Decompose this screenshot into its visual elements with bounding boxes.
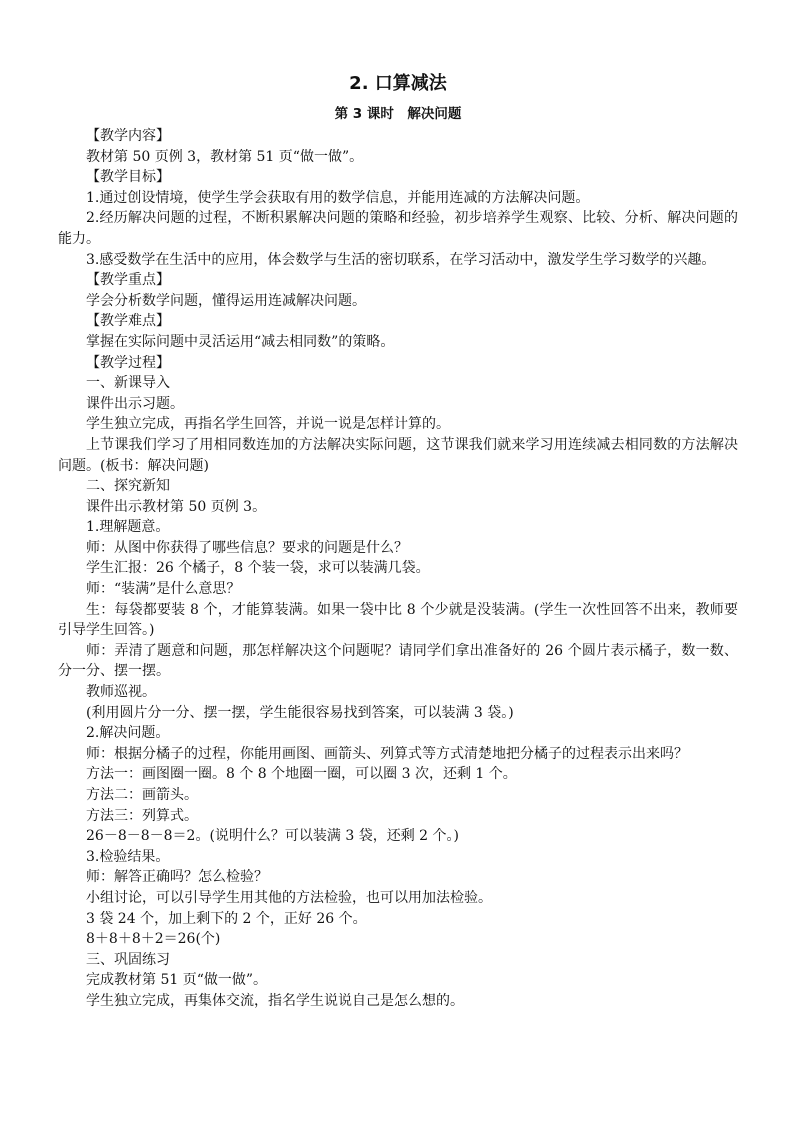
- paragraph: 课件出示习题。: [86, 395, 184, 412]
- paragraph: 完成教材第 51 页“做一做”。: [86, 972, 268, 989]
- paragraph: 生：每袋都要装 8 个，才能算装满。如果一袋中比 8 个少就是没装满。(学生一次性回答不出来，教师要引导学生回答。): [58, 601, 738, 639]
- subheading-intro: 一、新课导入: [86, 375, 170, 392]
- paragraph: 小组讨论，可以引导学生用其他的方法检验，也可以用加法检验。: [86, 889, 492, 906]
- paragraph: 课件出示教材第 50 页例 3。: [86, 498, 267, 515]
- paragraph: 3 袋 24 个，加上剩下的 2 个，正好 26 个。: [86, 910, 367, 927]
- subheading-explore: 二、探究新知: [86, 478, 170, 495]
- paragraph: 师：从图中你获得了哪些信息？要求的问题是什么？: [86, 539, 408, 556]
- goal-item-3: 3.感受数学在生活中的应用，体会数学与生活的密切联系，在学习活动中，激发学生学习数学的兴趣。: [86, 251, 716, 268]
- paragraph: 师：弄清了题意和问题，那怎样解决这个问题呢？请同学们拿出准备好的 26 个圆片表示橘子，数一数、分一分、摆一摆。: [58, 642, 738, 680]
- paragraph: 教师巡视。: [86, 684, 156, 701]
- goal-item-2: 2.经历解决问题的过程，不断积累解决问题的策略和经验，初步培养学生观察、比较、分析、解决问题的能力。: [58, 210, 738, 247]
- lesson-subtitle: 第 3 课时 解决问题: [334, 106, 462, 122]
- step-heading: 2.解决问题。: [86, 725, 170, 742]
- section-heading-process: 【教学过程】: [86, 354, 170, 371]
- difficulties-text: 掌握在实际问题中灵活运用“减去相同数”的策略。: [86, 333, 395, 350]
- method-item: 方法二：画箭头。: [86, 787, 198, 803]
- content-text: 教材第 50 页例 3，教材第 51 页“做一做”。: [86, 148, 364, 165]
- paragraph: 师：“装满”是什么意思？: [86, 581, 241, 598]
- paragraph: 师：解答正确吗？怎么检验？: [86, 869, 268, 886]
- paragraph: 师：根据分橘子的过程，你能用画图、画箭头、列算式等方式清楚地把分橘子的过程表示出来吗？: [86, 745, 688, 762]
- key-points-text: 学会分析数学问题，懂得运用连减解决问题。: [86, 292, 366, 309]
- step-heading: 1.理解题意。: [86, 519, 170, 536]
- paragraph: 学生独立完成，再集体交流，指名学生说说自己是怎么想的。: [86, 992, 464, 1009]
- section-heading-content: 【教学内容】: [86, 128, 170, 144]
- method-item: 方法三：列算式。: [86, 807, 198, 824]
- document-page: [58, 72, 738, 1012]
- section-heading-goals: 【教学目标】: [86, 169, 170, 186]
- page-title: 2. 口算减法: [349, 73, 447, 94]
- equation-line: 26－8－8－8＝2。(说明什么？可以装满 3 袋，还剩 2 个。): [86, 828, 459, 845]
- paragraph: 学生独立完成，再指名学生回答，并说一说是怎样计算的。: [86, 416, 450, 433]
- section-heading-key-points: 【教学重点】: [86, 272, 170, 289]
- paragraph: 学生汇报：26 个橘子，8 个装一袋，求可以装满几袋。: [86, 560, 430, 577]
- paragraph: 上节课我们学习了用相同数连加的方法解决实际问题，这节课我们就来学习用连续减去相同数的方法解决问题。(板书：解决问题): [58, 436, 738, 474]
- paragraph: (利用圆片分一分、摆一摆，学生能很容易找到答案，可以装满 3 袋。): [86, 704, 514, 721]
- method-item: 方法一：画图圈一圈。8 个 8 个地圈一圈，可以圈 3 次，还剩 1 个。: [86, 766, 517, 783]
- step-heading: 3.检验结果。: [86, 848, 170, 865]
- goal-item-1: 1.通过创设情境，使学生学会获取有用的数学信息，并能用连减的方法解决问题。: [86, 189, 590, 206]
- equation-line: 8＋8＋8＋2＝26(个): [86, 931, 221, 948]
- subheading-practice: 三、巩固练习: [86, 951, 170, 968]
- section-heading-difficulties: 【教学难点】: [86, 313, 170, 330]
